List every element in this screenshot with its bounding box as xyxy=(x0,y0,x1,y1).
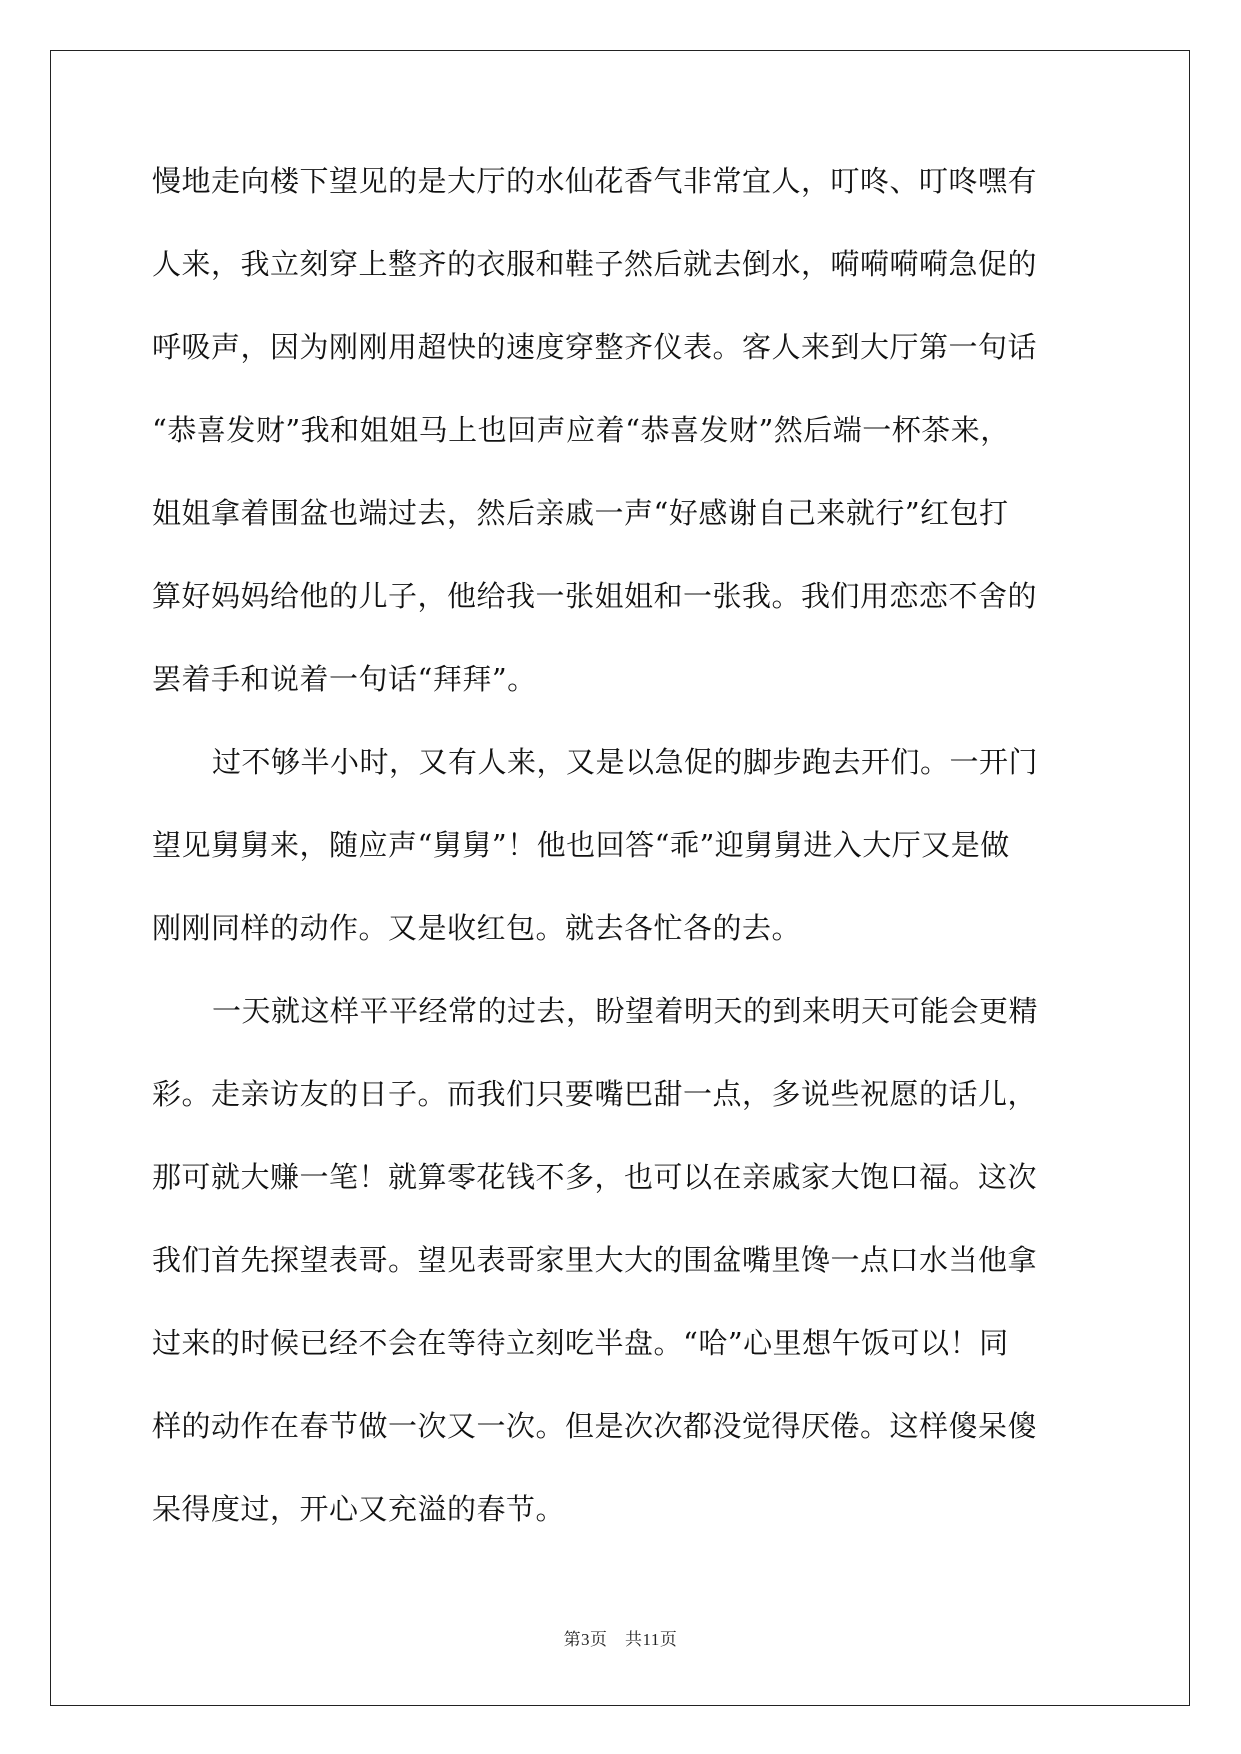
text-line: 那可就大赚一笔！就算零花钱不多，也可以在亲戚家大饱口福。这次 xyxy=(152,1160,1038,1194)
text-line: 彩。走亲访友的日子。而我们只要嘴巴甜一点，多说些祝愿的话儿， xyxy=(152,1077,1038,1111)
text-line: 刚刚同样的动作。又是收红包。就去各忙各的去。 xyxy=(152,911,802,945)
text-line: 呼吸声，因为刚刚用超快的速度穿整齐仪表。客人来到大厅第一句话 xyxy=(152,330,1038,364)
text-line: 望见舅舅来，随应声“舅舅”！他也回答“乖”迎舅舅进入大厅又是做 xyxy=(152,828,1010,862)
text-line: 样的动作在春节做一次又一次。但是次次都没觉得厌倦。这样傻呆傻 xyxy=(152,1409,1038,1443)
text-line: 慢地走向楼下望见的是大厅的水仙花香气非常宜人，叮咚、叮咚嘿有 xyxy=(152,164,1038,198)
document-body xyxy=(152,163,1087,1574)
page-number-footer: 第3页 共11页 xyxy=(563,1630,678,1649)
text-line: 呆得度过，开心又充溢的春节。 xyxy=(152,1492,566,1526)
text-line: 我们首先探望表哥。望见表哥家里大大的围盆嘴里馋一点口水当他拿 xyxy=(152,1243,1038,1277)
text-line: 姐姐拿着围盆也端过去，然后亲戚一声“好感谢自己来就行”红包打 xyxy=(152,496,1009,530)
text-line: “恭喜发财”我和姐姐马上也回声应着“恭喜发财”然后端一杯茶来， xyxy=(152,413,1010,447)
text-line: 过来的时候已经不会在等待立刻吃半盘。“哈”心里想午饭可以！同 xyxy=(152,1326,1009,1360)
text-line: 人来，我立刻穿上整齐的衣服和鞋子然后就去倒水，嗬嗬嗬嗬急促的 xyxy=(152,247,1038,281)
text-line: 一天就这样平平经常的过去，盼望着明天的到来明天可能会更精 xyxy=(212,994,1039,1028)
text-line: 过不够半小时，又有人来，又是以急促的脚步跑去开们。一开门 xyxy=(212,745,1039,779)
text-line: 算好妈妈给他的儿子，他给我一张姐姐和一张我。我们用恋恋不舍的 xyxy=(152,579,1038,613)
text-line: 罢着手和说着一句话“拜拜”。 xyxy=(152,662,537,696)
